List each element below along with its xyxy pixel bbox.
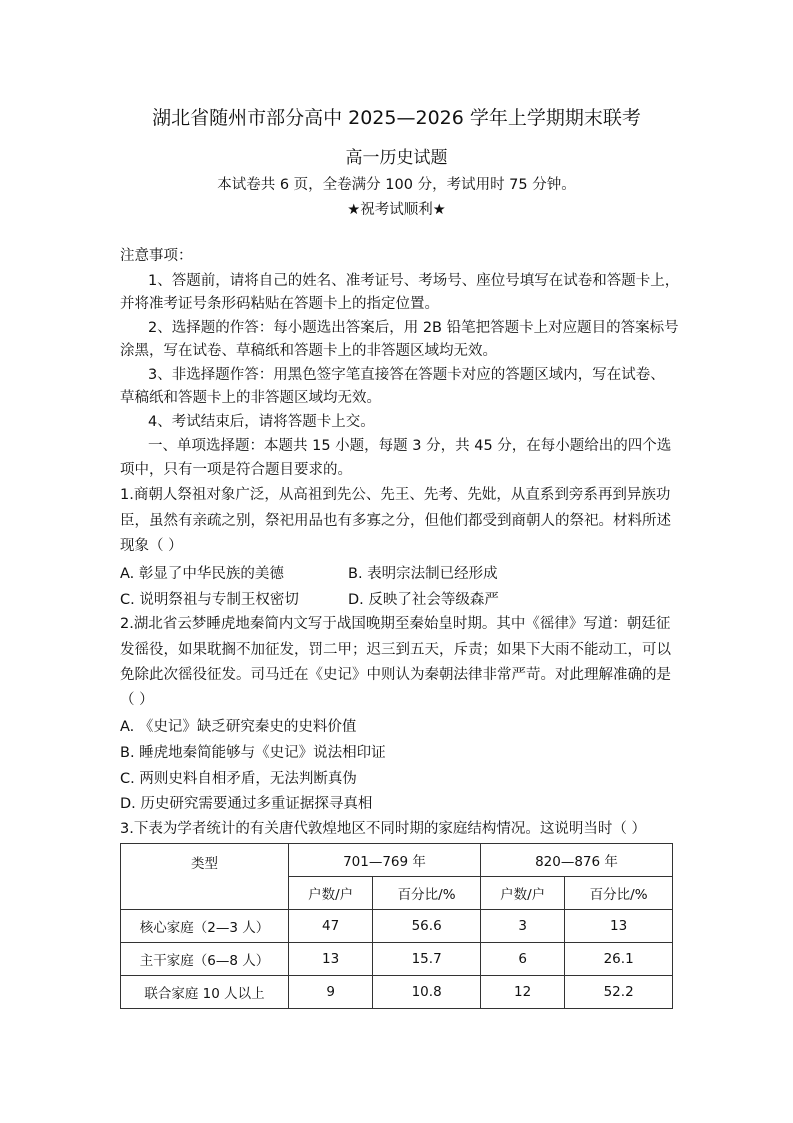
table-cell: 56.6 [373,910,481,943]
q2-option-c: C. 两则史料自相矛盾，无法判断真伪 [120,771,357,787]
family-structure-table [120,843,673,1009]
table-row [121,943,673,976]
table-row [121,910,673,943]
notice-heading: 注意事项： [120,248,193,264]
q1-option-b: B. 表明宗法制已经形成 [348,566,498,582]
table-row [121,976,673,1009]
table-subheader: 户数/户 [480,877,564,910]
table-cell: 9 [289,976,373,1009]
table-cell: 12 [480,976,564,1009]
table-header-period1: 701—769 年 [289,844,481,877]
table-header-row [121,844,673,877]
table-cell: 47 [289,910,373,943]
q2-stem: 2.湖北省云梦睡虎地秦简内文写于战国晚期至秦始皇时期。其中《徭律》写道：朝廷征 [120,616,671,632]
table-row-label: 核心家庭（2—3 人） [121,910,289,943]
table-cell: 13 [289,943,373,976]
table-cell: 52.2 [565,976,673,1009]
exam-subtitle: 高一历史试题 [345,148,448,168]
q2-stem: （ ） [120,692,154,708]
table-subheader: 户数/户 [289,877,373,910]
table-cell: 6 [480,943,564,976]
table-header-period2: 820—876 年 [480,844,672,877]
section-heading-cont: 项中，只有一项是符合题目要求的。 [120,462,352,478]
q2-stem: 免除此次徭役征发。司马迁在《史记》中则认为秦朝法律非常严苛。对此理解准确的是 [120,667,671,683]
q2-option-d: D. 历史研究需要通过多重证据探寻真相 [120,796,373,812]
q2-stem: 发徭役，如果耽搁不加征发，罚二甲；迟三到五天，斥责；如果下大雨不能动工，可以 [120,642,671,658]
q1-option-a: A. 彰显了中华民族的美德 [120,566,284,582]
table-row-label: 联合家庭 10 人以上 [121,976,289,1009]
exam-title: 湖北省随州市部分高中 2025—2026 学年上学期期末联考 [152,107,641,129]
q1-stem: 现象（ ） [120,538,183,554]
table-header-type: 类型 [121,844,289,910]
q1-option-c: C. 说明祭祖与专制王权密切 [120,592,299,608]
notice-line: 1、答题前，请将自己的姓名、准考证号、考场号、座位号填写在试卷和答题卡上， [148,273,680,289]
table-cell: 15.7 [373,943,481,976]
notice-line: 4、考试结束后，请将答题卡上交。 [148,414,375,430]
notice-line: 涂黑，写在试卷、草稿纸和答题卡上的非答题区域均无效。 [120,343,497,359]
table-subheader: 百分比/% [373,877,481,910]
notice-line: 3、非选择题作答：用黑色签字笔直接答在答题卡对应的答题区域内，写在试卷、 [148,367,665,383]
table-row-label: 主干家庭（6—8 人） [121,943,289,976]
table-cell: 26.1 [565,943,673,976]
notice-line: 草稿纸和答题卡上的非答题区域均无效。 [120,390,381,406]
q2-option-a: A. 《史记》缺乏研究秦史的史料价值 [120,719,357,735]
q3-stem: 3.下表为学者统计的有关唐代敦煌地区不同时期的家庭结构情况。这说明当时（ ） [120,821,646,837]
table-cell: 3 [480,910,564,943]
q2-option-b: B. 睡虎地秦简能够与《史记》说法相印证 [120,745,386,761]
blessing-text: ★祝考试顺利★ [347,202,446,218]
q1-stem: 臣，虽然有亲疏之别，祭祀用品也有多寡之分，但他们都受到商朝人的祭祀。材料所述 [120,513,671,529]
table-cell: 10.8 [373,976,481,1009]
table-subheader: 百分比/% [565,877,673,910]
section-heading: 一、单项选择题：本题共 15 小题，每题 3 分，共 45 分，在每小题给出的四个选 [148,438,672,454]
notice-line: 并将准考证号条形码粘贴在答题卡上的指定位置。 [120,296,439,312]
notice-line: 2、选择题的作答：每小题选出答案后，用 2B 铅笔把答题卡上对应题目的答案标号 [148,320,679,336]
q1-option-d: D. 反映了社会等级森严 [348,592,499,608]
exam-info: 本试卷共 6 页，全卷满分 100 分，考试用时 75 分钟。 [217,177,576,193]
q1-stem: 1.商朝人祭祖对象广泛，从高祖到先公、先王、先考、先妣，从直系到旁系再到异族功 [120,487,671,503]
table-cell: 13 [565,910,673,943]
